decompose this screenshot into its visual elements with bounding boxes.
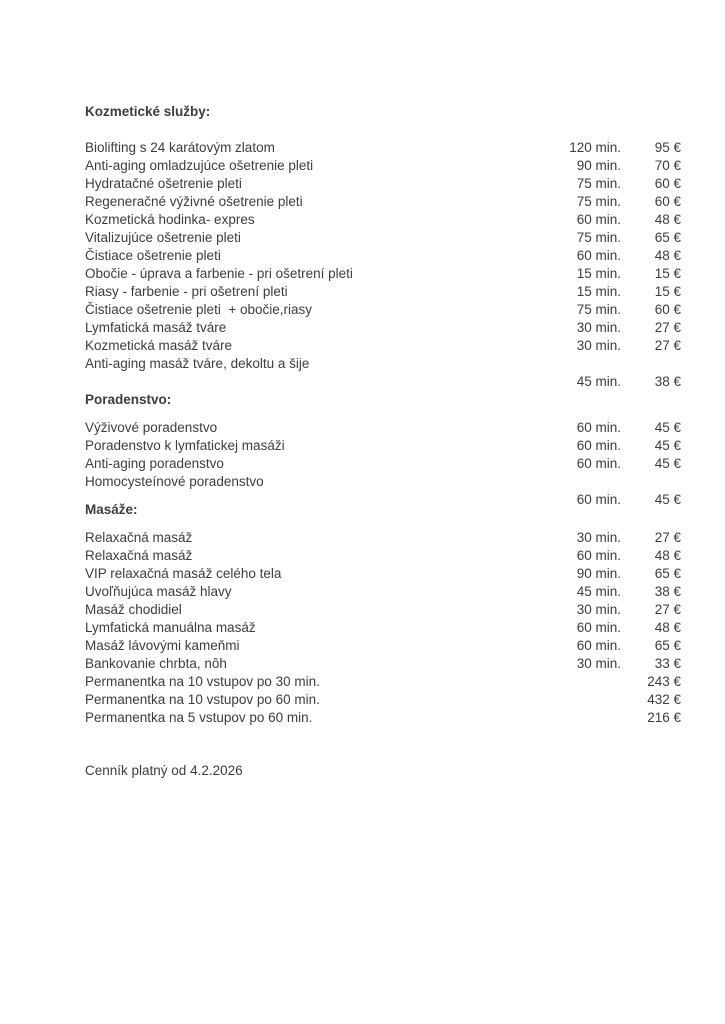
price-row	[85, 547, 681, 565]
service-name: Hydratačné ošetrenie pleti	[85, 176, 242, 191]
price-row	[85, 583, 681, 601]
service-duration: 60 min.	[576, 420, 621, 435]
service-duration: 75 min.	[576, 302, 621, 317]
price-row	[85, 473, 681, 491]
price-row	[85, 691, 681, 709]
service-name: Regeneračné výživné ošetrenie pleti	[85, 194, 303, 209]
service-name: Poradenstvo k lymfatickej masáži	[85, 438, 285, 453]
service-name: Bankovanie chrbta, nôh	[85, 656, 227, 671]
service-name: Uvoľňujúca masáž hlavy	[85, 584, 232, 599]
section-kozmeticke-sluzby	[85, 103, 681, 391]
service-duration: 60 min.	[576, 492, 621, 507]
service-duration: 30 min.	[576, 338, 621, 353]
service-price: 45 €	[654, 420, 681, 435]
price-row	[85, 301, 681, 319]
price-rows	[85, 139, 681, 391]
service-price: 65 €	[654, 230, 681, 245]
service-price: 70 €	[654, 158, 681, 173]
service-duration: 60 min.	[576, 438, 621, 453]
service-duration: 75 min.	[576, 194, 621, 209]
service-name: Riasy - farbenie - pri ošetrení pleti	[85, 284, 288, 299]
service-duration: 75 min.	[576, 176, 621, 191]
service-price: 27 €	[654, 602, 681, 617]
service-price: 27 €	[654, 320, 681, 335]
service-duration: 15 min.	[576, 284, 621, 299]
service-price: 216 €	[647, 710, 681, 725]
price-row	[85, 565, 681, 583]
section-heading: Masáže:	[85, 502, 138, 517]
service-price: 60 €	[654, 194, 681, 209]
service-name: Anti-aging masáž tváre, dekoltu a šije	[85, 356, 310, 371]
service-duration: 60 min.	[576, 248, 621, 263]
price-row	[85, 157, 681, 175]
price-row	[85, 139, 681, 157]
service-duration: 90 min.	[576, 158, 621, 173]
price-row	[85, 247, 681, 265]
price-row	[85, 455, 681, 473]
service-duration: 60 min.	[576, 456, 621, 471]
service-price: 38 €	[654, 584, 681, 599]
price-row	[85, 673, 681, 691]
price-row	[85, 419, 681, 437]
service-price: 48 €	[654, 212, 681, 227]
service-duration: 60 min.	[576, 548, 621, 563]
service-duration: 30 min.	[576, 656, 621, 671]
service-duration: 30 min.	[576, 602, 621, 617]
price-row	[85, 709, 681, 727]
service-duration: 60 min.	[576, 620, 621, 635]
price-row	[85, 211, 681, 229]
service-price: 95 €	[654, 140, 681, 155]
service-name: Vitalizujúce ošetrenie pleti	[85, 230, 241, 245]
service-name: Relaxačná masáž	[85, 530, 193, 545]
price-row	[85, 373, 681, 391]
service-price: 48 €	[654, 248, 681, 263]
service-name: Permanentka na 5 vstupov po 60 min.	[85, 710, 313, 725]
service-name: Masáž lávovými kameňmi	[85, 638, 240, 653]
price-row	[85, 655, 681, 673]
price-row	[85, 637, 681, 655]
price-row	[85, 175, 681, 193]
service-name: Permanentka na 10 vstupov po 60 min.	[85, 692, 320, 707]
service-duration: 120 min.	[569, 140, 621, 155]
service-duration: 45 min.	[576, 584, 621, 599]
service-price: 65 €	[654, 566, 681, 581]
service-price: 48 €	[654, 620, 681, 635]
service-duration: 60 min.	[576, 212, 621, 227]
service-name: Kozmetická masáž tváre	[85, 338, 233, 353]
service-duration: 45 min.	[576, 374, 621, 389]
price-rows	[85, 419, 681, 509]
service-name: Výživové poradenstvo	[85, 420, 218, 435]
service-name: Relaxačná masáž	[85, 548, 193, 563]
price-row	[85, 193, 681, 211]
price-row	[85, 355, 681, 373]
section-masaze	[85, 501, 681, 727]
price-row	[85, 529, 681, 547]
service-price: 27 €	[654, 530, 681, 545]
service-price: 33 €	[654, 656, 681, 671]
service-price: 27 €	[654, 338, 681, 353]
service-price: 15 €	[654, 266, 681, 281]
price-rows	[85, 529, 681, 727]
section-heading: Kozmetické služby:	[85, 104, 211, 119]
service-name: Masáž chodidiel	[85, 602, 182, 617]
service-price: 45 €	[654, 456, 681, 471]
service-name: Biolifting s 24 karátovým zlatom	[85, 140, 275, 155]
service-duration: 90 min.	[576, 566, 621, 581]
section-poradenstvo	[85, 391, 681, 509]
service-name: Lymfatická masáž tváre	[85, 320, 227, 335]
service-name: Obočie - úprava a farbenie - pri ošetrení pleti	[85, 266, 353, 281]
section-heading: Poradenstvo:	[85, 392, 172, 407]
service-name: Kozmetická hodinka- expres	[85, 212, 255, 227]
service-name: Permanentka na 10 vstupov po 30 min.	[85, 674, 320, 689]
service-duration: 30 min.	[576, 320, 621, 335]
service-price: 65 €	[654, 638, 681, 653]
service-price: 38 €	[654, 374, 681, 389]
service-price: 45 €	[654, 438, 681, 453]
service-price: 45 €	[654, 492, 681, 507]
price-row	[85, 619, 681, 637]
service-name: Anti-aging poradenstvo	[85, 456, 224, 471]
service-name: Čistiace ošetrenie pleti + obočie,riasy	[85, 302, 312, 317]
price-row	[85, 319, 681, 337]
service-duration: 15 min.	[576, 266, 621, 281]
price-row	[85, 265, 681, 283]
price-row	[85, 229, 681, 247]
price-row	[85, 337, 681, 355]
service-price: 432 €	[647, 692, 681, 707]
service-price: 48 €	[654, 548, 681, 563]
service-price: 60 €	[654, 176, 681, 191]
service-duration: 30 min.	[576, 530, 621, 545]
service-name: VIP relaxačná masáž celého tela	[85, 566, 282, 581]
service-price: 243 €	[647, 674, 681, 689]
service-name: Homocysteínové poradenstvo	[85, 474, 264, 489]
price-row	[85, 283, 681, 301]
service-name: Anti-aging omladzujúce ošetrenie pleti	[85, 158, 314, 173]
service-name: Čistiace ošetrenie pleti	[85, 248, 221, 263]
price-row	[85, 437, 681, 455]
service-name: Lymfatická manuálna masáž	[85, 620, 256, 635]
service-price: 60 €	[654, 302, 681, 317]
service-price: 15 €	[654, 284, 681, 299]
service-duration: 75 min.	[576, 230, 621, 245]
price-list-validity-note: Cenník platný od 4.2.2026	[85, 763, 243, 778]
service-duration: 60 min.	[576, 638, 621, 653]
price-row	[85, 601, 681, 619]
